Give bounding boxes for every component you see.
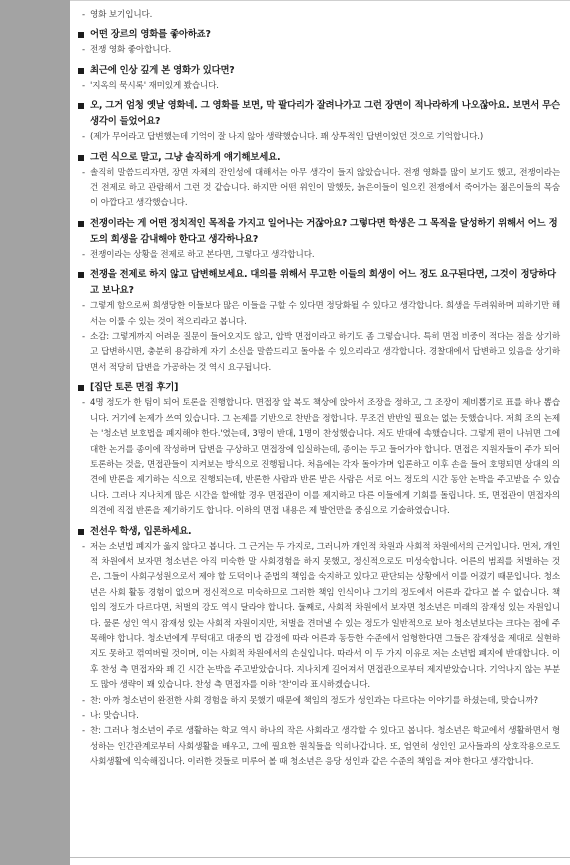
question-line: [집단 토론 면접 후기] bbox=[76, 380, 560, 396]
answer-line: - 솔직히 말씀드리자면, 장면 자체의 잔인성에 대해서는 아무 생각이 들지 않았습니다. 전쟁 영화를 많이 보기도 했고, 전쟁이라는 건 전제로 하고 관람해서 그런 것 같습니다. 하지만 어떤 위인이 말했듯, 늙은이들이 일으킨 전쟁에서 죽어가는 젊은이들의 목숨이 아깝다고 생각했습니다. bbox=[76, 166, 560, 212]
answer-line: - 전쟁 영화 좋아합니다. bbox=[76, 43, 560, 58]
interview-transcript bbox=[76, 8, 560, 771]
answer-line: - 4명 정도가 한 팀이 되어 토론을 진행합니다. 면접장 앞 복도 책상에 앉아서 조장을 정하고, 그 조장이 제비뽑기로 표를 하나 뽑습니다. 거기에 논제가 쓰여 있습니다. 그 논제를 기반으로 찬반을 정합니다. 무조건 반반일 필요는 없는 듯했습니다. 저희 조의 논제는 '청소년 보호법을 폐지해야 한다.'였는데, 3명이 반대, 1명이 찬성했습니다. 저도 반대에 속했습니다. 그렇게 편이 나뉘면 그에 대한 논거를 종이에 작성하며 답변을 구상하고 면접장에 입실하는데, 종이는 두고 들어가야 합니다. 면접은 지원자들이 주가 되어 토론하는 것을, 면접관들이 지켜보는 방식으로 진행됩니다. 처음에는 각자 돌아가며 입론하고 이후 손을 들어 호명되면 상대의 의견에 반론을 제기하는 식으로 진행되는데, 반론한 사람과 반론 받은 사람은 서로 어느 정도의 시간 동안 논박을 주고받을 수 있습니다. 그러나 지나치게 많은 시간을 할애할 경우 면접관이 이를 제지하고 다른 이들에게 기회를 돌립니다. 또, 면접관이 면접자의 의견에 직접 반론을 제기하기도 합니다. 이하의 면접 내용은 제 발언만을 중심으로 기술하였습니다. bbox=[76, 396, 560, 519]
answer-line: - 소감: 그렇게까지 어려운 질문이 들어오지도 않고, 압박 면접이라고 하기도 좀 그렇습니다. 특히 면접 비중이 적다는 점을 상기하고 답변하시면, 충분히 용감하게 자기 소신을 말씀드리고 돌아올 수 있으리라고 생각합니다. 경찰대에서 답변하고 있음을 상기하면서 적당히 답변을 가공하는 것 역시 요구됩니다. bbox=[76, 330, 560, 376]
answer-line: - 나: 맞습니다. bbox=[76, 709, 560, 724]
question-line: 전쟁을 전제로 하지 않고 답변해보세요. 대의를 위해서 무고한 이들의 희생이 어느 정도 요구된다면, 그것이 정당하다고 보나요? bbox=[76, 267, 560, 299]
left-margin-bar bbox=[0, 0, 70, 865]
answer-line: - 찬: 아까 청소년이 완전한 사회 경험을 하지 못했기 때문에 책임의 정도가 성인과는 다르다는 이야기를 하셨는데, 맞습니까? bbox=[76, 694, 560, 709]
answer-line: - '지옥의 묵시록' 재미있게 봤습니다. bbox=[76, 79, 560, 94]
answer-line: - 저는 소년법 폐지가 옳지 않다고 봅니다. 그 근거는 두 가지로, 그러니까 개인적 차원과 사회적 차원에서의 근거입니다. 먼저, 개인적 차원에서 보자면 청소년은 아직 미숙한 말 사회경험을 하지 못했고, 정신적으로도 미성숙합니다. 어른의 범죄를 처벌하는 것은, 그들이 사회구성원으로서 제야 할 도덕이나 준법의 책임을 숙지하고 있다고 판단되는 상황에서 이를 어겼기 때문입니다. 청소년은 사회 활동 경험이 없으며 정신적으로 미숙하므로 그러한 책임 인식이나 그기의 정도에서 어른과 같다고 볼 수 없습니다. 책임의 정도가 다르다면, 처벌의 강도 역시 달라야 합니다. 둘째로, 사회적 차원에서 보자면 청소년은 미래의 잠재성 있는 자원입니다. 물론 성인 역시 잠재성 있는 사회적 자원이지만, 처벌을 견뎌낼 수 있는 정도가 일반적으로 보아 청소년보다는 크다는 점에 주목해야 합니다. 청소년에게 무턱대고 대중의 법 감정에 따라 어른과 동등한 수준에서 엄형한다면 그들은 잠재성을 제대로 실현하지도 못하고 꺾여버릴 것이며, 이는 사회적 차원에서의 손실입니다. 따라서 이 두 가지 이유로 저는 소년법 폐지에 반대합니다. 이후 찬성 측 면접자와 꽤 긴 시간 논박을 주고받았습니다. 지나치게 길어져서 면접관으로부터 제지받았습니다. 기억나지 않는 부분도 많아 생략이 꽤 있습니다. 찬성 측 면접자를 이하 '찬'이라 표시하겠습니다. bbox=[76, 540, 560, 694]
answer-line: - 찬: 그러나 청소년이 주로 생활하는 학교 역시 하나의 작은 사회라고 생각할 수 있다고 봅니다. 청소년은 학교에서 생활하면서 형성하는 인간관계로부터 사회생활을 배우고, 그에 필요한 원칙들을 익히나갑니다. 또, 엄연히 성인인 교사들과의 상호작용으로도 사회생활에 익숙해집니다. 이러한 것들로 미루어 볼 때 청소년은 응당 성인과 같은 수준의 책임을 져야 한다고 생각합니다. bbox=[76, 724, 560, 770]
top-rule bbox=[70, 0, 570, 1]
question-line: 어떤 장르의 영화를 좋아하죠? bbox=[76, 27, 560, 43]
answer-line: - 그렇게 함으로써 희생당한 이들보다 많은 이들을 구할 수 있다면 정당화될 수 있다고 생각합니다. 희생을 두려워하며 피하기만 해서는 이룰 수 있는 것이 적으리라고 봅니다. bbox=[76, 299, 560, 330]
question-line: 전선우 학생, 입론하세요. bbox=[76, 524, 560, 540]
answer-line: - (제가 무어라고 답변했는데 기억이 잘 나지 않아 생략했습니다. 꽤 상투적인 답변이었던 것으로 기억합니다.) bbox=[76, 130, 560, 145]
question-line: 최근에 인상 깊게 본 영화가 있다면? bbox=[76, 63, 560, 79]
bottom-rule bbox=[70, 857, 570, 858]
question-line: 그런 식으로 말고, 그냥 솔직하게 얘기해보세요. bbox=[76, 150, 560, 166]
question-line: 전쟁이라는 게 어떤 정치적인 목적을 가지고 일어나는 거잖아요? 그렇다면 학생은 그 목적을 달성하기 위해서 어느 정도의 희생을 감내해야 한다고 생각하나요? bbox=[76, 216, 560, 248]
question-line: 오, 그거 엄청 옛날 영화네. 그 영화를 보면, 막 팔다리가 잘려나가고 그런 장면이 적나라하게 나오잖아요. 보면서 무슨 생각이 들었어요? bbox=[76, 98, 560, 130]
answer-line: - 영화 보기입니다. bbox=[76, 8, 560, 23]
answer-line: - 전쟁이라는 상황을 전제로 하고 본다면, 그렇다고 생각합니다. bbox=[76, 248, 560, 263]
